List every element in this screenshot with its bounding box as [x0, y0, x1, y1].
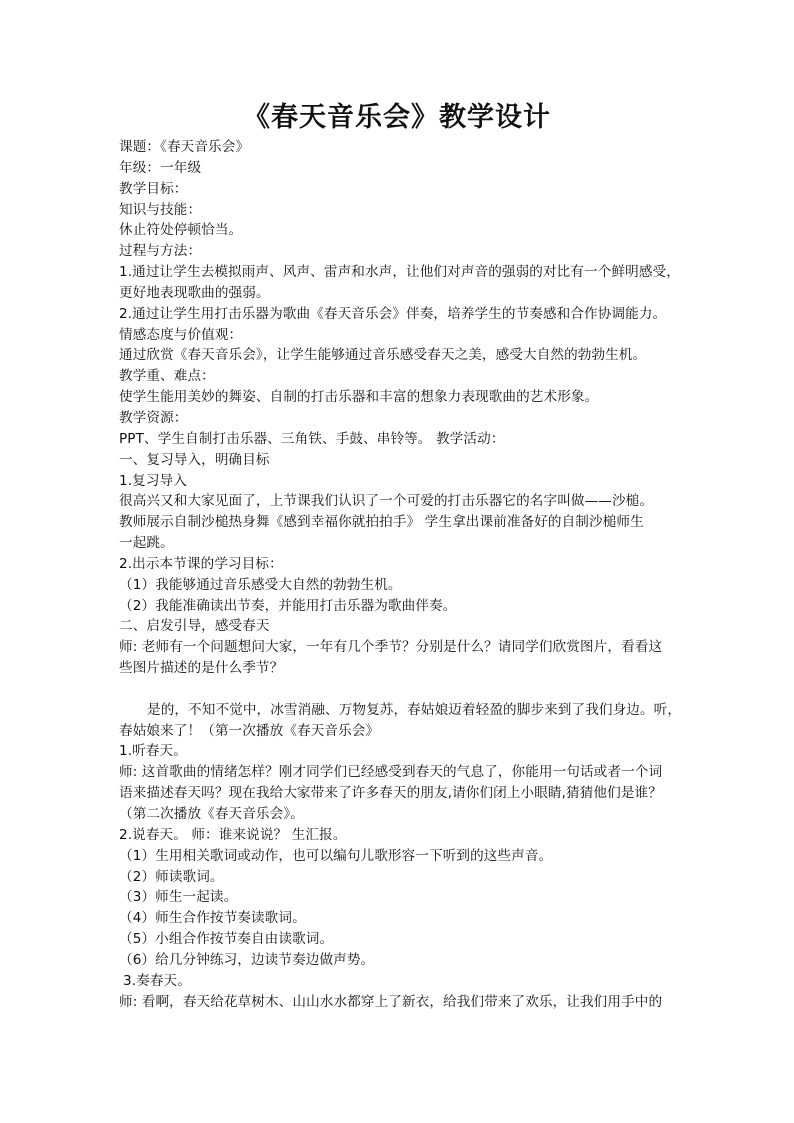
- text-line: （第二次播放《春天音乐会》。: [119, 806, 304, 822]
- text-line: （1）生用相关歌词或动作，也可以编句儿歌形容一下听到的这些声音。: [119, 847, 553, 864]
- text-line: 教学重、难点：: [119, 368, 215, 385]
- text-line: 3.奏春天。: [123, 972, 191, 989]
- text-line: 2.通过让学生用打击乐器为歌曲《春天音乐会》伴奏，培养学生的节奏感和合作协调能力。: [119, 305, 667, 322]
- text-line: 2.说春天。 师：谁来说说？ 生汇报。: [119, 826, 347, 843]
- text-line: 更好地表现歌曲的强弱。: [119, 284, 270, 301]
- document-title: 《春天音乐会》教学设计: [243, 102, 551, 133]
- text-line: 过程与方法：: [119, 243, 202, 260]
- text-line: 教学目标：: [119, 180, 188, 197]
- text-line: （1）我能够通过音乐感受大自然的勃勃生机。: [119, 576, 402, 593]
- text-line: （2）我能准确读出节奏，并能用打击乐器为歌曲伴奏。: [119, 597, 457, 614]
- text-line: 是的，不知不觉中，冰雪消融、万物复苏，春姑娘迈着轻盈的脚步来到了我们身边。听，: [147, 701, 682, 718]
- text-line: 语来描述春天吗？现在我给大家带来了许多春天的朋友,请你们闭上小眼睛,猜猜他们是谁？: [119, 785, 662, 802]
- section-heading: 二、启发引导，感受春天: [119, 618, 270, 635]
- blank-line: [119, 679, 681, 700]
- text-line: PPT、学生自制打击乐器、三角铁、手鼓、串铃等。 教学活动：: [119, 430, 505, 447]
- text-line: 师: 这首歌曲的情绪怎样？刚才同学们已经感受到春天的气息了，你能用一句话或者一个词: [119, 764, 663, 781]
- text-line: （3）师生一起读。: [119, 889, 238, 906]
- text-line: （5）小组合作按节奏自由读歌词。: [119, 931, 334, 948]
- text-line: （2）师读歌词。: [119, 868, 224, 885]
- text-line: 1.通过让学生去模拟雨声、风声、雷声和水声，让他们对声音的强弱的对比有一个鲜明感受，: [119, 264, 680, 281]
- text-line: 知识与技能：: [119, 201, 202, 218]
- text-line: （4）师生合作按节奏读歌词。: [119, 910, 306, 927]
- text-line: 春姑娘来了！（第一次播放《春天音乐会》: [119, 722, 380, 739]
- text-line: 课题：《春天音乐会》: [119, 139, 250, 155]
- text-line: 情感态度与价值观：: [119, 326, 243, 343]
- section-heading: 一、复习导入，明确目标: [119, 451, 270, 468]
- text-line: 师: 看啊，春天给花草树木、山山水水都穿上了新衣，给我们带来了欢乐，让我们用手中的: [119, 993, 663, 1010]
- text-line: 通过欣赏《春天音乐会》，让学生能够通过音乐感受春天之美，感受大自然的勃勃生机。: [119, 347, 647, 364]
- text-line: 使学生能用美妙的舞姿、自制的打击乐器和丰富的想象力表现歌曲的艺术形象。: [119, 389, 599, 406]
- text-line: 教学资源：: [119, 409, 188, 426]
- text-line: （6）给几分钟练习，边读节奏边做声势。: [119, 951, 375, 968]
- text-line: 休止符处停顿恰当。: [119, 222, 243, 239]
- document-body: [119, 137, 681, 1012]
- text-line: 一起跳。: [119, 535, 174, 552]
- text-line: 些图片描述的是什么季节？: [119, 660, 284, 677]
- text-line: 年级：一年级: [119, 159, 202, 176]
- text-line: 1.复习导入: [119, 472, 187, 489]
- text-line: 师: 老师有一个问题想问大家，一年有几个季节？分别是什么？请同学们欣赏图片，看看这: [119, 639, 663, 656]
- text-line: 2.出示本节课的学习目标：: [119, 555, 283, 572]
- text-line: 1.听春天。: [119, 743, 187, 760]
- text-line: 很高兴又和大家见面了，上节课我们认识了一个可爱的打击乐器它的名字叫做——沙槌。: [119, 493, 654, 510]
- text-line: 教师展示自制沙槌热身舞《感到幸福你就拍拍手》 学生拿出课前准备好的自制沙槌师生: [119, 514, 644, 531]
